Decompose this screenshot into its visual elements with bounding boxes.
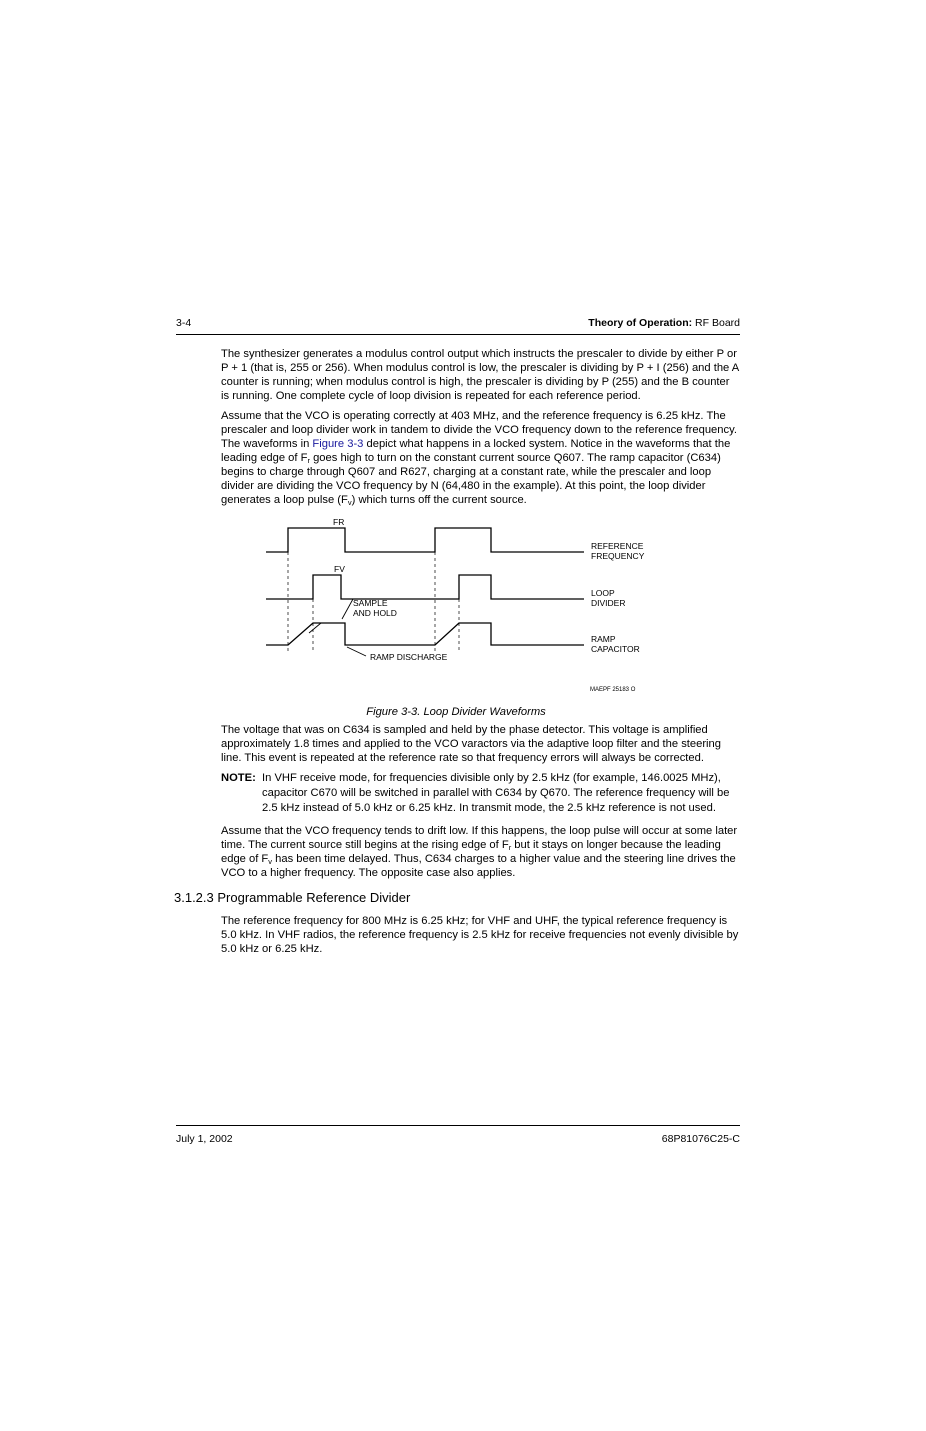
label-reference-2: FREQUENCY xyxy=(591,551,645,561)
p2-subscript-v: v xyxy=(347,498,352,507)
label-loop-1: LOOP xyxy=(591,588,615,598)
p2-text-d: ) which turns off the current source. xyxy=(351,494,527,506)
note-block xyxy=(221,771,740,816)
p2-text-c: goes high to turn on the constant current source Q607. The ramp capacitor (C634) begins to charge through Q607 and R627, charging at a constant rate, while the prescaler and loop divider are dividing the VCO frequency by N (64,480 in the example). At this point, the loop divider generates a loop pulse (F xyxy=(221,452,721,506)
p4-text-c: has been time delayed. Thus, C634 charges to a higher value and the steering line drives the VCO to a higher frequency. The opposite case also applies. xyxy=(221,853,736,879)
footer-doc-number: 68P81076C25-C xyxy=(661,1133,740,1145)
note-label: NOTE: xyxy=(221,772,256,784)
p4-subscript-r: r xyxy=(508,843,512,852)
label-fv: FV xyxy=(334,564,345,574)
p4-text-a: Assume that the VCO frequency tends to drift low. If this happens, the loop pulse will occur at some later time. The current source still begins at the rising edge of F xyxy=(221,825,738,851)
section-heading: 3.1.2.3 Programmable Reference Divider xyxy=(174,890,411,905)
loop-divider-waveform-figure xyxy=(221,515,740,705)
loop-divider-waveform xyxy=(266,575,584,599)
page-number: 3-4 xyxy=(176,317,192,329)
header-section-title xyxy=(588,317,740,329)
paragraph-reference-divider: The reference frequency for 800 MHz is 6.25 kHz; for VHF and UHF, the typical reference frequency is 5.0 kHz. In VHF radios, the reference frequency is 2.5 kHz for receive frequencies not evenly divisible by 5.0 kHz or 6.25 kHz. xyxy=(221,915,739,955)
p2-text-a: Assume that the VCO is operating correctly at 403 MHz, and the reference frequency is 6.25 kHz. The prescaler and loop divider work in tandem to divide the VCO frequency down to the reference frequency. The waveforms in xyxy=(221,410,737,450)
header-section-bold: Theory of Operation: xyxy=(588,317,693,329)
footer-date: July 1, 2002 xyxy=(176,1133,233,1145)
paragraph-vco-drift xyxy=(221,824,740,880)
p4-subscript-v: v xyxy=(268,857,273,866)
ramp-capacitor-waveform xyxy=(266,623,584,645)
p4-text-b: but it stays on longer because the leading edge of F xyxy=(221,839,721,865)
page-footer xyxy=(176,1133,740,1149)
page-body xyxy=(174,347,740,962)
label-ramp-1: RAMP xyxy=(591,634,616,644)
figure-3-3-link[interactable]: Figure 3-3 xyxy=(312,438,364,450)
label-sample-1: SAMPLE xyxy=(353,598,388,608)
reference-frequency-waveform xyxy=(266,528,584,552)
paragraph-vco-assumption xyxy=(221,409,740,507)
label-ramp-discharge: RAMP DISCHARGE xyxy=(370,652,448,662)
label-ramp-2: CAPACITOR xyxy=(591,644,640,654)
figure-id: MAEPF 25183 O xyxy=(590,687,636,693)
header-section-rest: RF Board xyxy=(692,317,740,329)
label-sample-2: AND HOLD xyxy=(353,608,397,618)
footer-rule xyxy=(176,1125,740,1126)
label-reference-1: REFERENCE xyxy=(591,541,644,551)
header-rule xyxy=(176,334,740,335)
note-text: In VHF receive mode, for frequencies divisible only by 2.5 kHz (for example, 146.0025 MHz), capacitor C670 will be switched in parallel with C634 by Q670. The reference frequency will be 2.5 kHz instead of 5.0 kHz or 6.25 kHz. In transmit mode, the 2.5 kHz reference is not used. xyxy=(262,772,730,814)
p2-subscript-r: r xyxy=(307,456,310,465)
paragraph-sample-hold: The voltage that was on C634 is sampled and held by the phase detector. This voltage is amplified approximately 1.8 times and applied to the VCO varactors via the adaptive loop filter and the steering line. This event is repeated at the reference rate so that frequency errors will always be corrected. xyxy=(221,724,721,764)
label-fr: FR xyxy=(333,517,345,527)
figure-caption: Figure 3-3. Loop Divider Waveforms xyxy=(366,706,546,718)
label-loop-2: DIVIDER xyxy=(591,598,626,608)
paragraph-modulus-control: The synthesizer generates a modulus control output which instructs the prescaler to divide by either P or P + 1 (that is, 255 or 256). When modulus control is low, the prescaler is dividing by P + I (256) and the A counter is running; when modulus control is high, the prescaler is dividing by P (255) and the B counter is running. One complete cycle of loop division is repeated for each reference period. xyxy=(221,348,739,402)
waveform-diagram xyxy=(221,515,740,705)
p2-text-b: depict what happens in a locked system. Notice in the waveforms that the leading edge of F xyxy=(221,438,731,464)
page-header xyxy=(176,317,740,333)
